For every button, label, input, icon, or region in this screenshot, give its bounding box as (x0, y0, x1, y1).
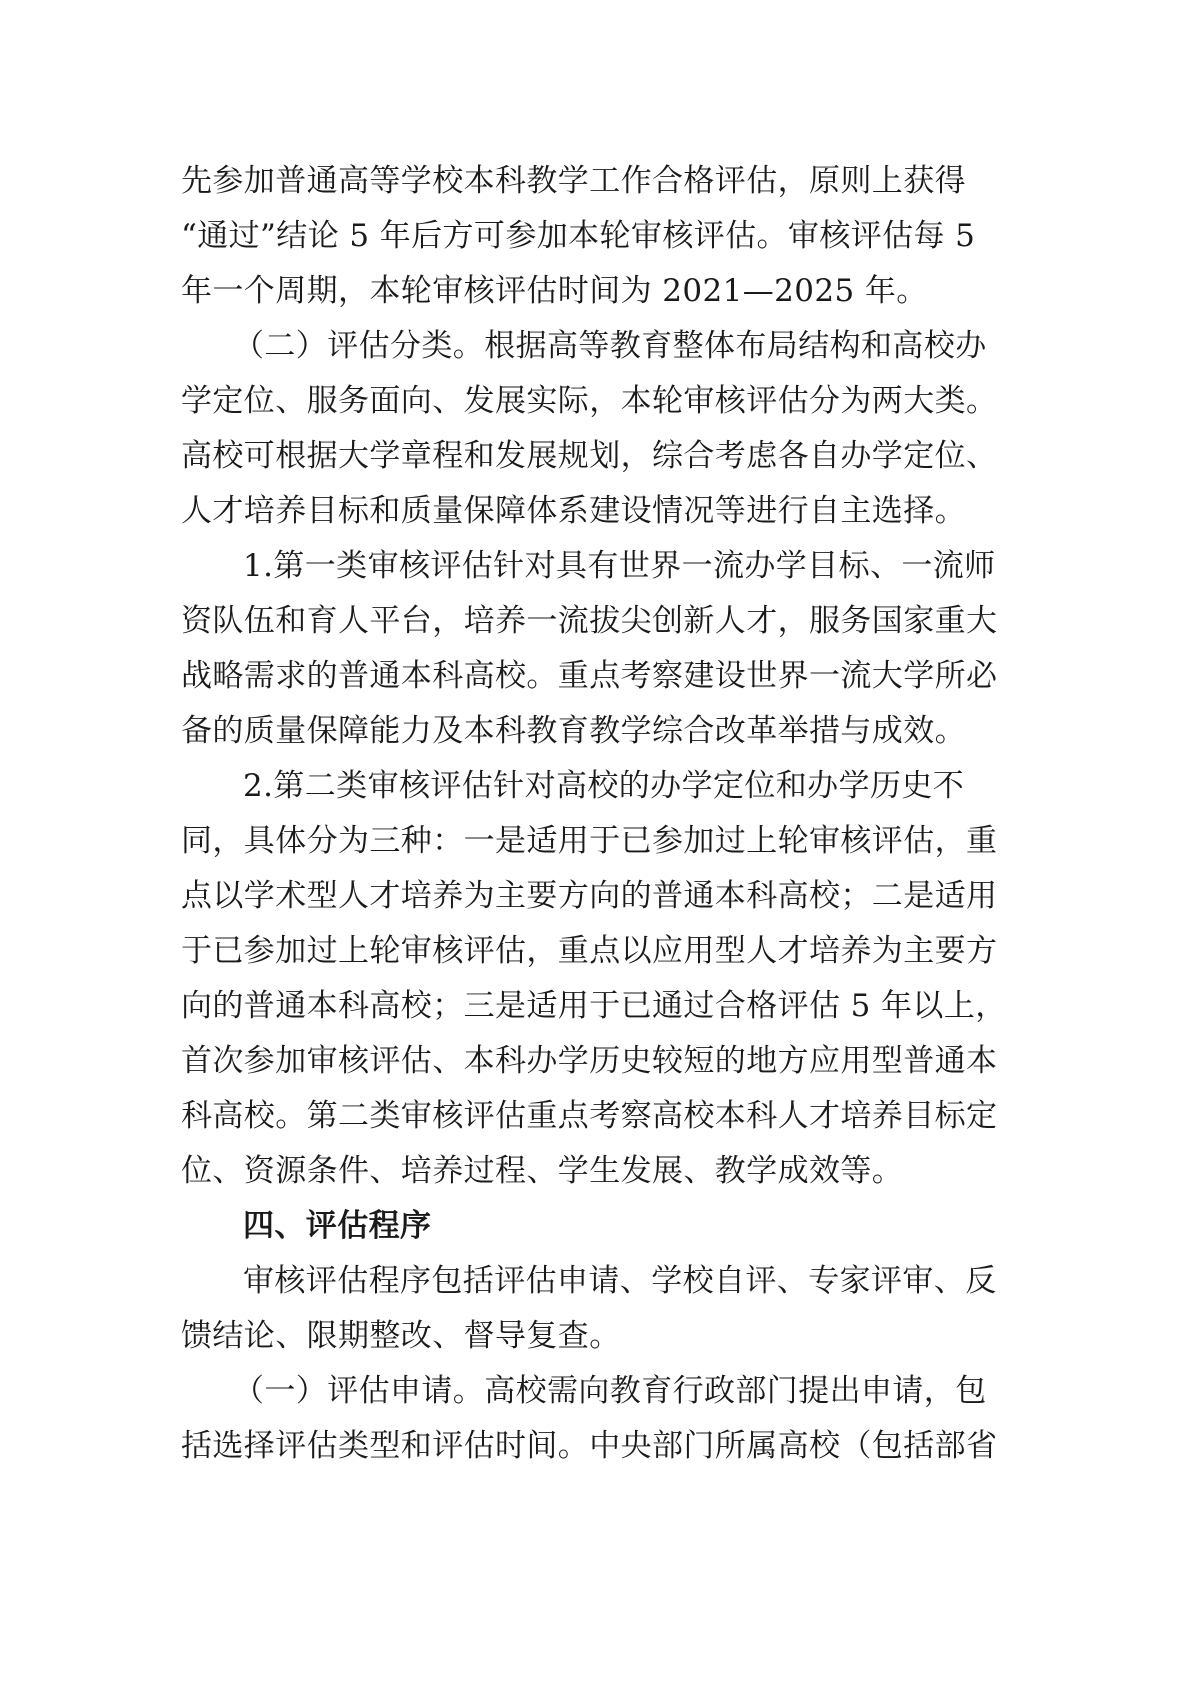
body-line: 位、资源条件、培养过程、学生发展、教学成效等。 (181, 1153, 904, 1189)
body-line: 括选择评估类型和评估时间。中央部门所属高校（包括部省 (181, 1428, 998, 1464)
paragraph-start: 审核评估程序包括评估申请、学校自评、专家评审、反 (243, 1263, 997, 1299)
body-line: 年一个周期，本轮审核评估时间为 2021—2025 年。 (181, 273, 928, 309)
body-line: 向的普通本科高校；三是适用于已通过合格评估 5 年以上， (181, 988, 1007, 1024)
body-line: 资队伍和育人平台，培养一流拔尖创新人才，服务国家重大 (181, 603, 998, 639)
list-item-1-start: 1.第一类审核评估针对具有世界一流办学目标、一流师 (243, 548, 996, 584)
body-line: 馈结论、限期整改、督导复查。 (181, 1318, 621, 1354)
body-line: 先参加普通高等学校本科教学工作合格评估，原则上获得 (181, 163, 966, 199)
section-paragraph-start: （一）评估申请。高校需向教育行政部门提出申请，包 (233, 1373, 987, 1409)
body-line: 备的质量保障能力及本科教育教学综合改革举措与成效。 (181, 713, 966, 749)
body-line: 高校可根据大学章程和发展规划，综合考虑各自办学定位、 (181, 438, 998, 474)
body-line: 学定位、服务面向、发展实际，本轮审核评估分为两大类。 (181, 383, 998, 419)
body-line: 点以学术型人才培养为主要方向的普通本科高校；二是适用 (181, 878, 998, 914)
body-line: 于已参加过上轮审核评估，重点以应用型人才培养为主要方 (181, 933, 998, 969)
body-line: 科高校。第二类审核评估重点考察高校本科人才培养目标定 (181, 1098, 998, 1134)
body-line: 战略需求的普通本科高校。重点考察建设世界一流大学所必 (181, 658, 998, 694)
body-line: 人才培养目标和质量保障体系建设情况等进行自主选择。 (181, 493, 966, 529)
list-item-2-start: 2.第二类审核评估针对高校的办学定位和办学历史不 (243, 768, 965, 804)
section-paragraph-start: （二）评估分类。根据高等教育整体布局结构和高校办 (233, 328, 987, 364)
section-heading: 四、评估程序 (243, 1208, 432, 1244)
body-line: 同，具体分为三种：一是适用于已参加过上轮审核评估，重 (181, 823, 998, 859)
body-line: 首次参加审核评估、本科办学历史较短的地方应用型普通本 (181, 1043, 998, 1079)
document-body (181, 154, 1011, 1474)
body-line: “通过”结论 5 年后方可参加本轮审核评估。审核评估每 5 (181, 218, 976, 254)
